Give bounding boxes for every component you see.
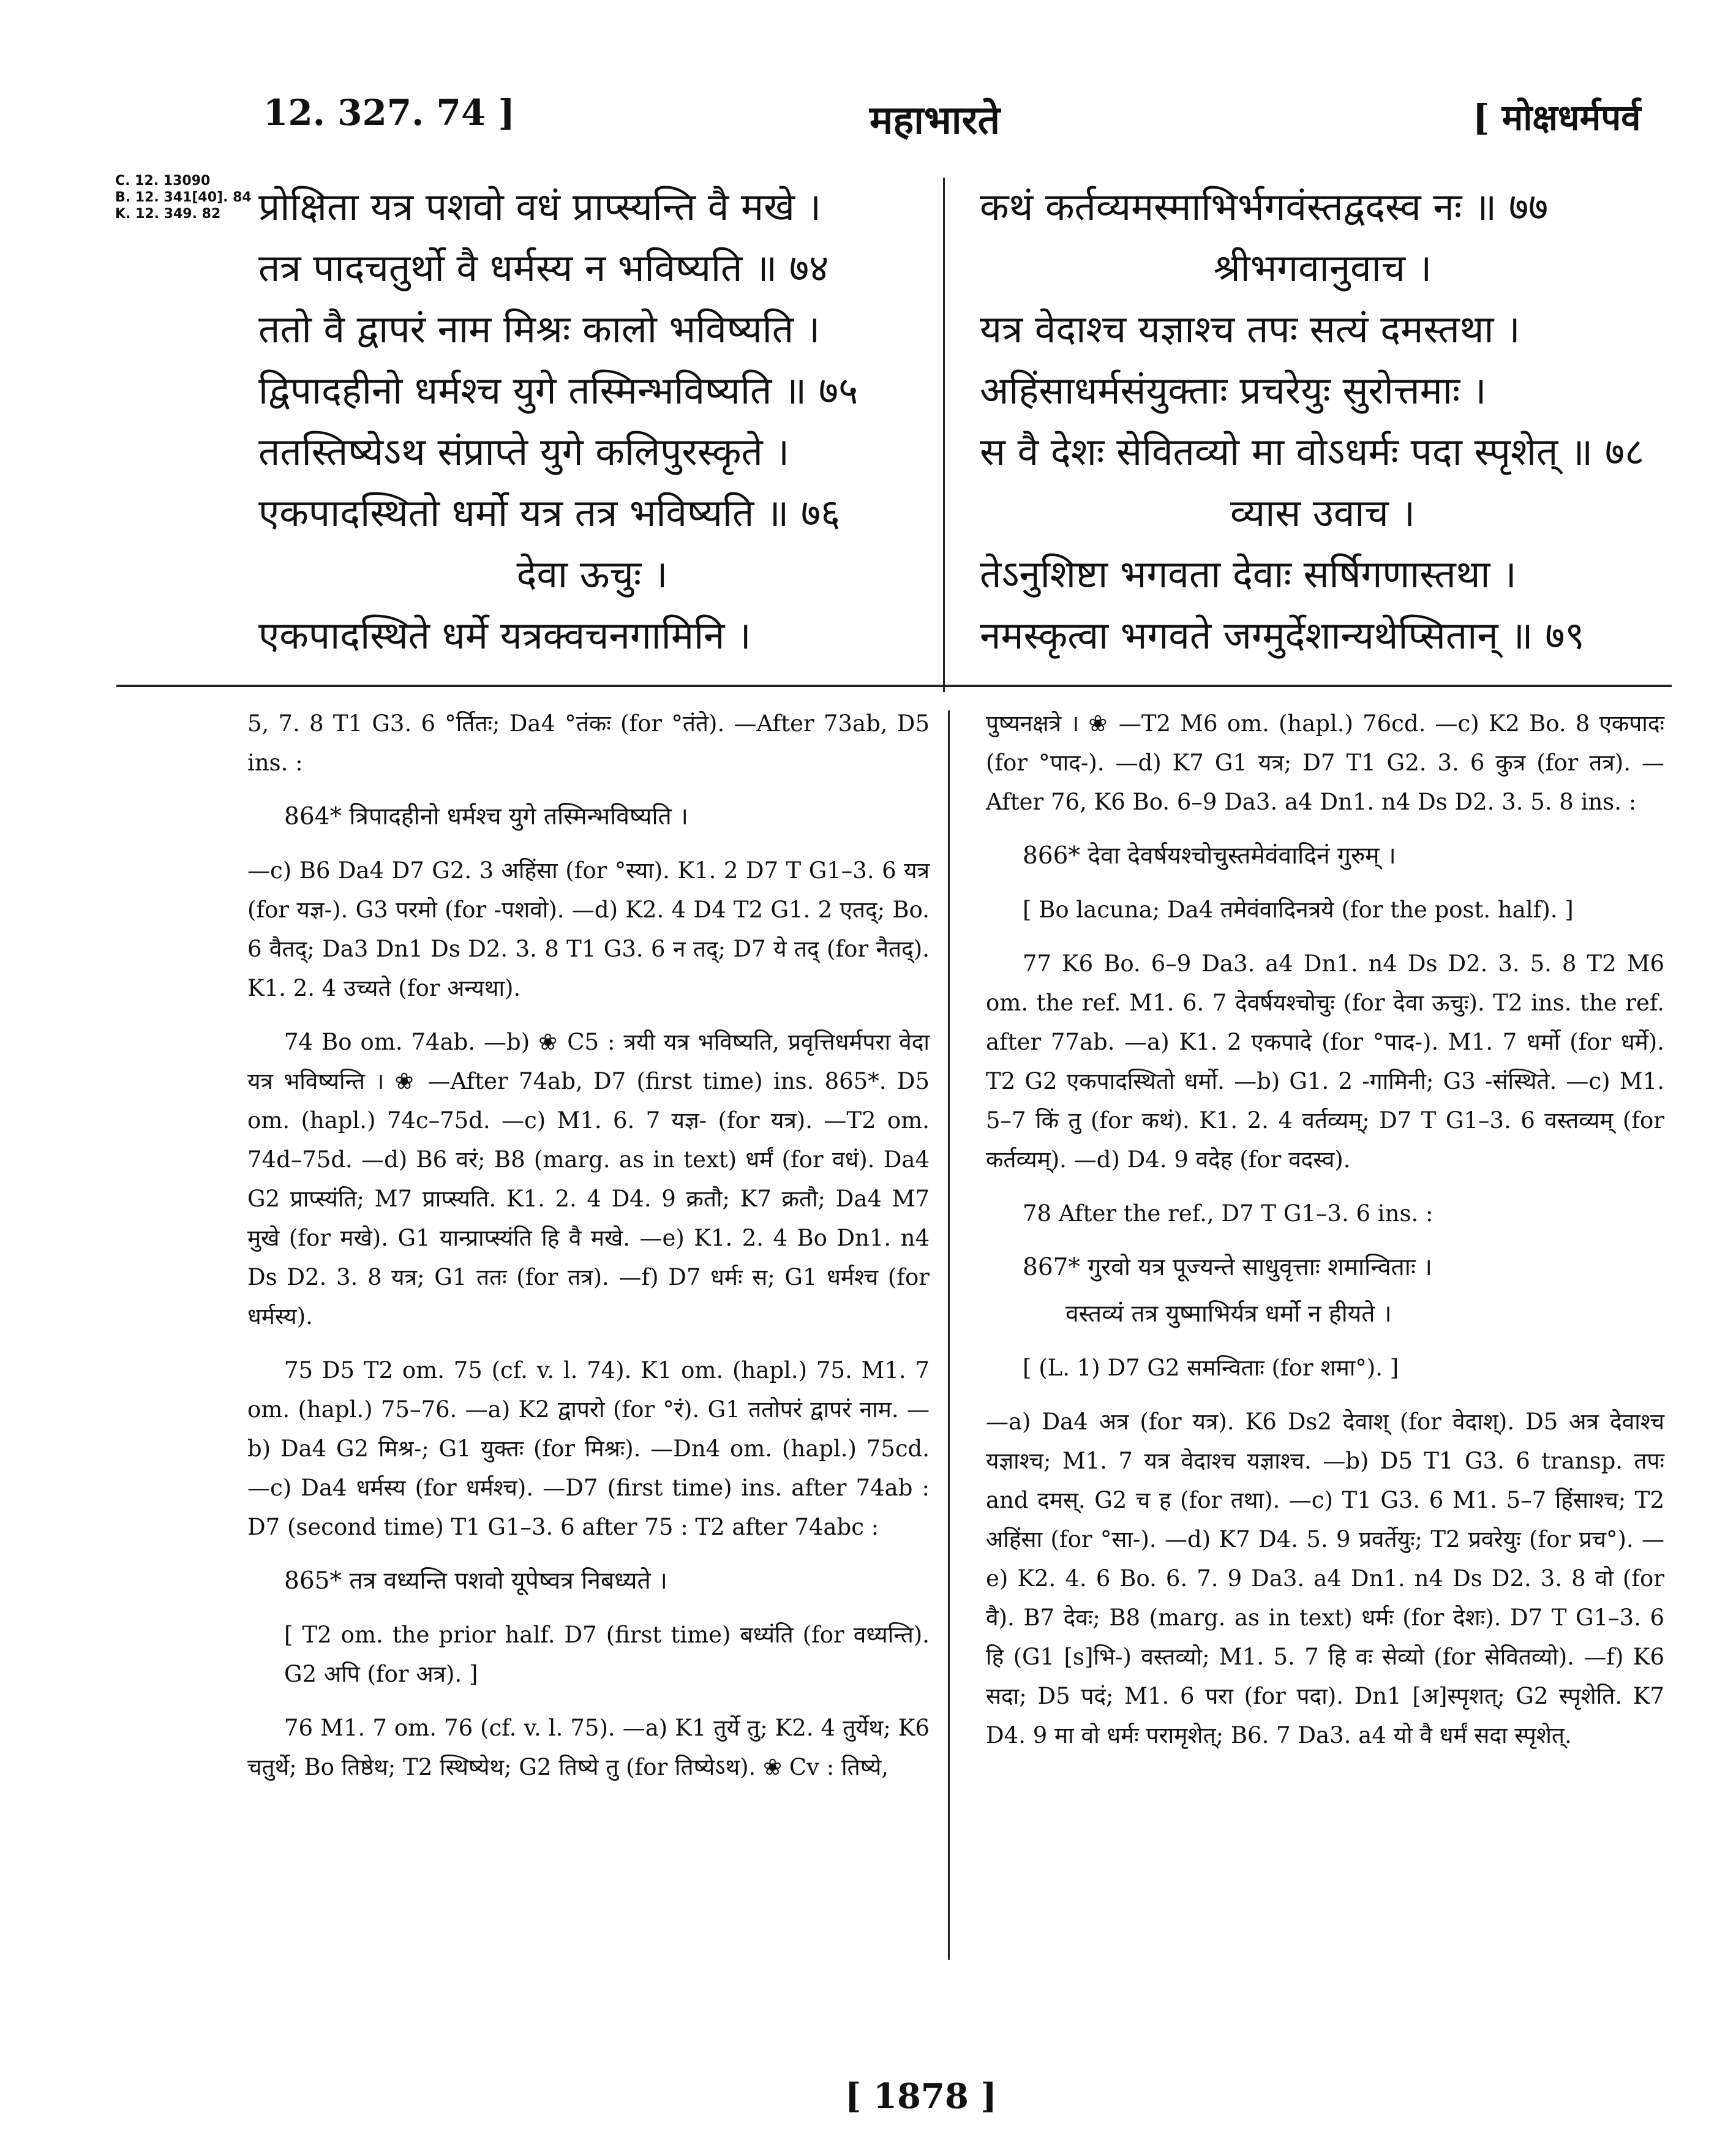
- verse-line: यत्र वेदाश्च यज्ञाश्च तपः सत्यं दमस्तथा ।: [980, 307, 1520, 352]
- margin-ref-c: C. 12. 13090: [115, 173, 211, 189]
- verse-line: स वै देशः सेवितव्यो मा वोऽधर्मः पदा स्पृशेत् ॥ ७८: [980, 429, 1645, 474]
- apparatus-note: 5, 7. 8 T1 G3. 6 °र्तितः; Da4 °तंकः (for °तंते). —After 73ab, D5 ins. :: [247, 710, 930, 776]
- margin-ref-k: K. 12. 349. 82: [115, 206, 221, 222]
- verse-line: प्रोक्षिता यत्र पशवो वधं प्राप्स्यन्ति वै मखे ।: [258, 184, 822, 229]
- page-number: [ 1878 ]: [845, 2076, 997, 2117]
- apparatus-note: 77 K6 Bo. 6–9 Da3. a4 Dn1. n4 Ds D2. 3. 5. 8 T2 M6 om. the ref. M1. 6. 7 देवर्षयश्चोचुः (for देवा ऊचुः). T2 ins. the ref. after 77ab. —a) K1. 2 एकपादे (for °पाद-). M1. 7 धर्मो (for धर्मे). T2 G2 एकपादस्थितो धर्मो. —b) G1. 2 -गामिनी; G3 -संस्थिते. —c) M1. 5–7 किं तु (for कथं). K1. 2. 4 वर्तव्यम्; D7 T G1–3. 6 वस्तव्यम् (for कर्तव्यम्). —d) D4. 9 वदेह (for वदस्व).: [986, 950, 1664, 1173]
- speaker-heading: व्यास उवाच ।: [1230, 491, 1415, 535]
- apparatus-right-column: [986, 704, 1664, 1770]
- apparatus-note: 78 After the ref., D7 T G1–3. 6 ins. :: [1023, 1200, 1434, 1227]
- column-divider: [943, 178, 945, 692]
- star-passage: 864* त्रिपादहीनो धर्मश्च युगे तस्मिन्भविष्यति ।: [284, 803, 688, 830]
- apparatus-note: 74 Bo om. 74ab. —b) ❀ C5 : त्रयी यत्र भविष्यति, प्रवृत्तिधर्मपरा वेदा यत्र भविष्यन्ति । ❀ —After 74ab, D7 (first time) ins. 865*. D5 om. (hapl.) 74c–75d. —c) M1. 6. 7 यज्ञ- (for यत्र). —T2 om. 74d–75d. —d) B6 वरं; B8 (marg. as in text) धर्मं (for वधं). Da4 G2 प्राप्स्यंति; M7 प्राप्स्यति. K1. 2. 4 D4. 9 क्रतौ; K7 क्रतौ; Da4 M7 मुखे (for मखे). G1 यान्प्राप्स्यंति हि वै मखे. —e) K1. 2. 4 Bo Dn1. n4 Ds D2. 3. 8 यत्र; G1 ततः (for तत्र). —f) D7 धर्मः स; G1 धर्मश्च (for धर्मस्य).: [247, 1029, 930, 1330]
- verse-line: तेऽनुशिष्टा भगवता देवाः सर्षिगणास्तथा ।: [980, 552, 1517, 596]
- verse-line: अहिंसाधर्मसंयुक्ताः प्रचरेयुः सुरोत्तमाः ।: [980, 368, 1487, 413]
- verse-line: कथं कर्तव्यमस्माभिर्भगवंस्तद्वदस्व नः ॥ ७७: [980, 184, 1549, 229]
- verse-line: द्विपादहीनो धर्मश्च युगे तस्मिन्भविष्यति ॥ ७५: [258, 368, 859, 413]
- bracket-note: [ T2 om. the prior half. D7 (first time) बध्यंति (for वध्यन्ति). G2 अपि (for अत्र). ]: [284, 1622, 930, 1687]
- star-passage: 865* तत्र वध्यन्ति पशवो यूपेष्वत्र निबध्यते ।: [284, 1567, 667, 1595]
- apparatus-note: 76 M1. 7 om. 76 (cf. v. l. 75). —a) K1 तुर्ये तु; K2. 4 तुर्येथ; K6 चतुर्थे; Bo तिष्ठेथ; T2 स्थिष्येथ; G2 तिष्ये तु (for तिष्येऽथ). ❀ Cv : तिष्ये,: [247, 1715, 930, 1780]
- apparatus-note: —a) Da4 अत्र (for यत्र). K6 Ds2 देवाश् (for वेदाश्). D5 अत्र देवाश्च यज्ञाश्च; M1. 7 यत्र वेदाश्च यज्ञाश्च. —b) D5 T1 G3. 6 transp. तपः and दमस्. G2 च ह (for तथा). —c) T1 G3. 6 M1. 5–7 हिंसाश्च; T2 अहिंसा (for °सा-). —d) K7 D4. 5. 9 प्रवर्तेयुः; T2 प्रवरेयुः (for प्रच°). —e) K2. 4. 6 Bo. 6. 7. 9 Da3. a4 Dn1. n4 Ds D2. 3. 8 वो (for वै). B7 देवः; B8 (marg. as in text) धर्मः (for देशः). D7 T G1–3. 6 हि (G1 [s]भि-) वस्तव्यो; M1. 5. 7 हि वः सेव्यो (for सेवितव्यो). —f) K6 सदा; D5 पदं; M1. 6 परा (for पदा). Dn1 [अ]स्पृशत्; G2 स्पृशेति. K7 D4. 9 मा वो धर्मः परामृशेत्; B6. 7 Da3. a4 यो वै धर्मं सदा स्पृशेत्.: [986, 1409, 1664, 1748]
- bracket-note: [ Bo lacuna; Da4 तमेवंवादिनत्रये (for the post. half). ]: [1023, 897, 1574, 923]
- header-title: महाभारते: [870, 97, 1001, 143]
- speaker-heading: देवा ऊचुः ।: [516, 552, 668, 596]
- speaker-heading: श्रीभगवानुवाच ।: [1213, 246, 1432, 290]
- verse-line: ततो वै द्वापरं नाम मिश्रः कालो भविष्यति ।: [258, 307, 821, 352]
- verse-line: एकपादस्थिते धर्मे यत्रक्वचनगामिनि ।: [258, 613, 751, 658]
- apparatus-note: पुष्यनक्षत्रे । ❀ —T2 M6 om. (hapl.) 76cd. —c) K2 Bo. 8 एकपादः (for °पाद-). —d) K7 G1 यत्र; D7 T1 G2. 3. 6 कुत्र (for तत्र). —After 76, K6 Bo. 6–9 Da3. a4 Dn1. n4 Ds D2. 3. 5. 8 ins. :: [986, 710, 1664, 815]
- apparatus-divider: [948, 710, 950, 1960]
- star-passage: 867* गुरवो यत्र पूज्यन्ते साधुवृत्ताः शमान्विताः ।: [1023, 1254, 1432, 1281]
- header-parva: [ मोक्षधर्मपर्व: [1473, 97, 1641, 138]
- verses-right-column: [980, 176, 1666, 666]
- verses-left-column: [258, 176, 926, 666]
- verse-line: तत्र पादचतुर्थो वै धर्मस्य न भविष्यति ॥ ७४: [258, 246, 829, 290]
- apparatus-left-column: [247, 704, 930, 1802]
- star-passage-line-2: वस्तव्यं तत्र युष्माभिर्यत्र धर्मो न हीयते ।: [1065, 1300, 1392, 1328]
- bracket-note: [ (L. 1) D7 G2 समन्विताः (for शमा°). ]: [1023, 1355, 1399, 1381]
- apparatus-note: 75 D5 T2 om. 75 (cf. v. l. 74). K1 om. (hapl.) 75. M1. 7 om. (hapl.) 75–76. —a) K2 द्वापरो (for °रं). G1 ततोपरं द्वापरं नाम. —b) Da4 G2 मिश्र-; G1 युक्तः (for मिश्रः). —Dn4 om. (hapl.) 75cd. —c) Da4 धर्मस्य (for धर्मश्च). —D7 (first time) ins. after 74ab : D7 (second time) T1 G1–3. 6 after 75 : T2 after 74abc :: [247, 1357, 930, 1540]
- verse-line: एकपादस्थितो धर्मो यत्र तत्र भविष्यति ॥ ७६: [258, 491, 841, 535]
- apparatus-note: —c) B6 Da4 D7 G2. 3 अहिंसा (for °स्या). K1. 2 D7 T G1–3. 6 यत्र (for यज्ञ-). G3 परमो (for -पशवो). —d) K2. 4 D4 T2 G1. 2 एतद्; Bo. 6 वैतद्; Da3 Dn1 Ds D2. 3. 8 T1 G3. 6 न तद्; D7 ये तद् (for नैतद्). K1. 2. 4 उच्यते (for अन्यथा).: [247, 857, 930, 1001]
- verse-line: नमस्कृत्वा भगवते जग्मुर्देशान्यथेप्सितान् ॥ ७९: [980, 613, 1585, 658]
- verse-line: ततस्तिष्येऽथ संप्राप्ते युगे कलिपुरस्कृते ।: [258, 429, 789, 474]
- horizontal-rule: [116, 685, 1672, 687]
- margin-ref-b: B. 12. 341[40]. 84: [115, 190, 252, 205]
- header-section-ref: 12. 327. 74 ]: [263, 92, 515, 134]
- star-passage: 866* देवा देवर्षयश्चोचुस्तमेवंवादिनं गुरुम् ।: [1023, 842, 1396, 870]
